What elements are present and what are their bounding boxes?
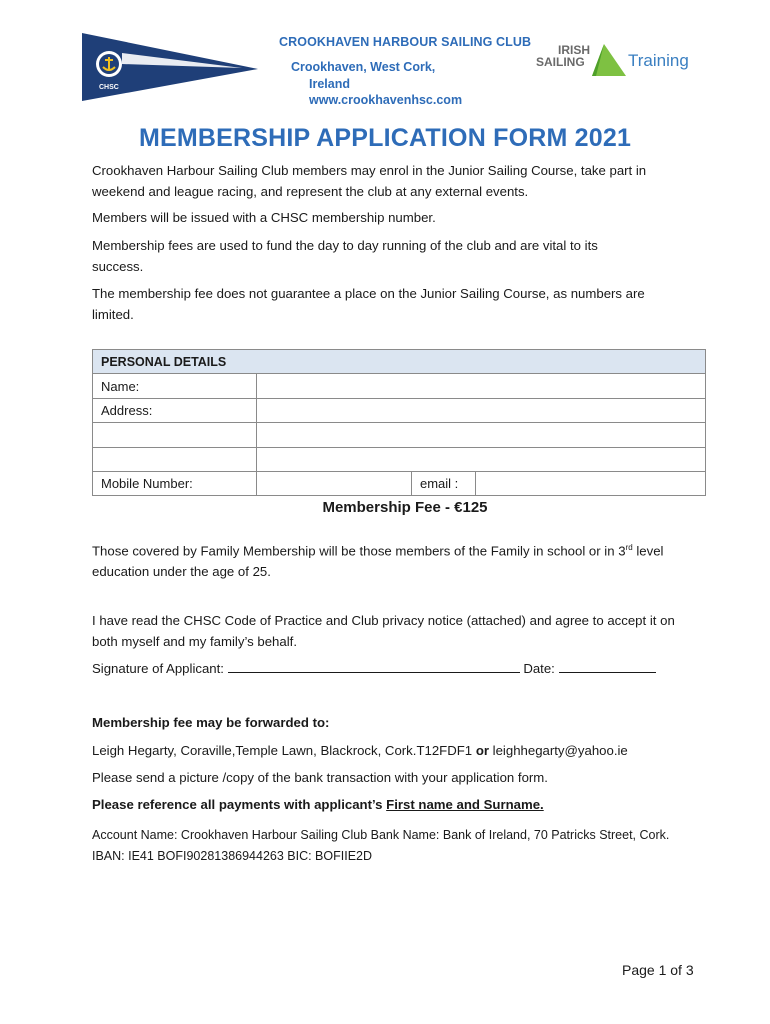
club-name: CROOKHAVEN HARBOUR SAILING CLUB bbox=[279, 35, 532, 49]
date-label: Date: bbox=[523, 661, 555, 676]
pennant-text: CHSC bbox=[99, 84, 119, 91]
intro-paragraph-3: Membership fees are used to fund the day to day running of the club and are vital to its success. bbox=[92, 238, 598, 274]
address-field-2[interactable] bbox=[257, 423, 706, 447]
email-label: email : bbox=[412, 471, 476, 495]
intro-paragraph-2: Members will be issued with a CHSC membership number. bbox=[92, 210, 436, 225]
name-label: Name: bbox=[93, 374, 257, 398]
address-line-2: Ireland bbox=[309, 76, 350, 91]
payment-address-text: Leigh Hegarty, Coraville,Temple Lawn, Blackrock, Cork.T12FDF1 bbox=[92, 743, 473, 758]
address-line-1: Crookhaven, West Cork, bbox=[291, 60, 436, 74]
family-text-before: Those covered by Family Membership will be those members of the Family in school or in 3 bbox=[92, 543, 626, 559]
sailing-text: SAILING bbox=[536, 55, 585, 69]
payment-address bbox=[92, 740, 682, 761]
reference-note bbox=[92, 794, 682, 815]
signature-field[interactable] bbox=[228, 659, 520, 673]
chsc-pennant-logo bbox=[82, 33, 260, 101]
family-superscript: rd bbox=[625, 543, 633, 552]
club-address bbox=[291, 59, 462, 109]
address-field-1[interactable] bbox=[257, 398, 706, 422]
intro-paragraph-1: Crookhaven Harbour Sailing Club members may enrol in the Junior Sailing Course, take part in weekend and league racing, and represent the club at any external events. bbox=[92, 163, 647, 199]
name-field[interactable] bbox=[257, 374, 706, 398]
payment-email: leighhegarty@yahoo.ie bbox=[492, 743, 628, 758]
reference-text: Please reference all payments with applicant’s bbox=[92, 797, 387, 812]
blank-label-1 bbox=[93, 423, 257, 447]
page-title: MEMBERSHIP APPLICATION FORM 2021 bbox=[138, 124, 632, 152]
club-website: www.crookhavenhsc.com bbox=[309, 93, 463, 107]
family-membership-note bbox=[92, 537, 692, 582]
mobile-field[interactable] bbox=[257, 471, 412, 495]
signature-label: Signature of Applicant: bbox=[92, 661, 224, 676]
mobile-label: Mobile Number: bbox=[93, 471, 257, 495]
page-number: Page 1 of 3 bbox=[622, 962, 694, 978]
irish-text: IRISH bbox=[558, 43, 591, 57]
address-label: Address: bbox=[93, 398, 257, 422]
irish-sailing-training-logo bbox=[534, 38, 700, 80]
intro-paragraph-4: The membership fee does not guarantee a place on the Junior Sailing Course, as numbers are limited. bbox=[92, 286, 645, 322]
email-field[interactable] bbox=[476, 471, 706, 495]
date-field[interactable] bbox=[559, 659, 656, 673]
or-text: or bbox=[475, 743, 489, 758]
personal-details-header: PERSONAL DETAILS bbox=[93, 350, 706, 374]
agreement-statement: I have read the CHSC Code of Practice and Club privacy notice (attached) and agree to accept it on both myself and my family’s behalf. bbox=[92, 613, 675, 649]
address-field-3[interactable] bbox=[257, 447, 706, 471]
training-text: Training bbox=[628, 51, 689, 70]
membership-fee: Membership Fee - €125 bbox=[322, 499, 488, 516]
signature-line bbox=[92, 658, 682, 679]
reference-underlined: First name and Surname. bbox=[386, 797, 544, 812]
personal-details-table bbox=[92, 349, 706, 496]
blank-label-2 bbox=[93, 447, 257, 471]
family-text-after: level education under the age of 25. bbox=[92, 543, 664, 580]
payment-heading: Membership fee may be forwarded to: bbox=[92, 715, 330, 730]
account-details: Account Name: Crookhaven Harbour Sailing Club Bank Name: Bank of Ireland, 70 Patricks Street, Cork. IBAN: IE41 BOFI90281386944263 BIC: BOFIIE2D bbox=[92, 828, 670, 863]
picture-note: Please send a picture /copy of the bank transaction with your application form. bbox=[92, 770, 548, 785]
